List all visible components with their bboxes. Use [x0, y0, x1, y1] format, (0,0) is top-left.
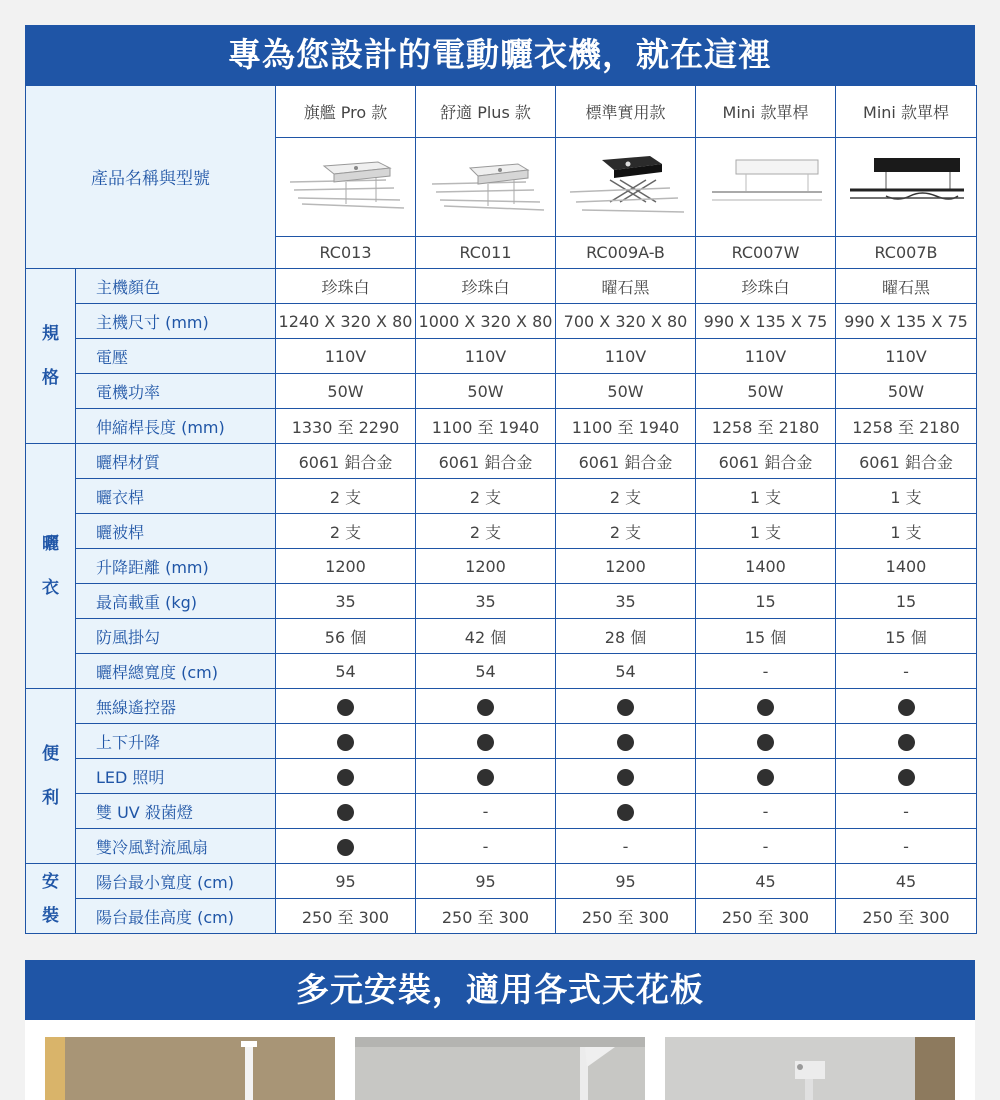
spec-value	[276, 724, 416, 759]
included-dot-icon	[477, 734, 494, 751]
spec-value	[416, 759, 556, 794]
spec-value	[276, 759, 416, 794]
white-plus-rack-icon	[426, 152, 546, 222]
spec-value: 110V	[696, 339, 836, 374]
spec-value: 2 支	[556, 479, 696, 514]
spec-label: 陽台最小寬度 (cm)	[76, 864, 276, 899]
included-dot-icon	[617, 804, 634, 821]
page-title: 專為您設計的電動曬衣機，就在這裡	[25, 25, 975, 85]
product-image	[416, 138, 556, 237]
spec-value: 50W	[836, 374, 977, 409]
spec-value: 95	[556, 864, 696, 899]
spec-label: 曬桿總寬度 (cm)	[76, 654, 276, 689]
category-label: 規 格	[26, 269, 76, 444]
product-name: 舒適 Plus 款	[416, 86, 556, 138]
included-dot-icon	[337, 839, 354, 856]
spec-value: 110V	[416, 339, 556, 374]
spec-value: 50W	[696, 374, 836, 409]
spec-value: 1258 至 2180	[836, 409, 977, 444]
spec-value: 50W	[276, 374, 416, 409]
included-dot-icon	[617, 734, 634, 751]
spec-value: 42 個	[416, 619, 556, 654]
spec-value: -	[416, 829, 556, 864]
spec-value	[556, 724, 696, 759]
included-dot-icon	[617, 699, 634, 716]
category-label: 曬 衣	[26, 444, 76, 689]
included-dot-icon	[337, 699, 354, 716]
spec-value: 1258 至 2180	[696, 409, 836, 444]
spec-value: 1 支	[836, 514, 977, 549]
spec-value: 曜石黑	[556, 269, 696, 304]
spec-label: 曬衣桿	[76, 479, 276, 514]
spec-row	[26, 444, 977, 479]
white-pro-rack-icon	[286, 152, 406, 222]
spec-value: 1400	[836, 549, 977, 584]
included-dot-icon	[898, 734, 915, 751]
spec-value: 6061 鋁合金	[416, 444, 556, 479]
model-number: RC007W	[696, 237, 836, 269]
spec-value: 1200	[416, 549, 556, 584]
spec-label: 電壓	[76, 339, 276, 374]
spec-label: 雙 UV 殺菌燈	[76, 794, 276, 829]
spec-table	[25, 85, 977, 934]
product-name: 標準實用款	[556, 86, 696, 138]
included-dot-icon	[617, 769, 634, 786]
spec-value	[276, 794, 416, 829]
spec-value: 15	[696, 584, 836, 619]
spec-value: 95	[416, 864, 556, 899]
product-image	[556, 138, 696, 237]
spec-value	[556, 759, 696, 794]
spec-label: 上下升降	[76, 724, 276, 759]
model-number: RC013	[276, 237, 416, 269]
spec-value: 2 支	[276, 479, 416, 514]
spec-row	[26, 584, 977, 619]
included-dot-icon	[757, 769, 774, 786]
model-number: RC007B	[836, 237, 977, 269]
spec-row	[26, 899, 977, 934]
spec-value: 28 個	[556, 619, 696, 654]
spec-value: 250 至 300	[696, 899, 836, 934]
product-name-row	[26, 86, 977, 138]
spec-value: 250 至 300	[836, 899, 977, 934]
spec-value	[836, 724, 977, 759]
spec-value: 珍珠白	[696, 269, 836, 304]
spec-value: 6061 鋁合金	[556, 444, 696, 479]
spec-value: 1 支	[836, 479, 977, 514]
spec-value: 35	[416, 584, 556, 619]
spec-row	[26, 759, 977, 794]
spec-value: 54	[276, 654, 416, 689]
spec-value: 1200	[276, 549, 416, 584]
spec-value: 50W	[416, 374, 556, 409]
spec-value: -	[836, 829, 977, 864]
spec-value: 15 個	[696, 619, 836, 654]
spec-row	[26, 724, 977, 759]
spec-value: 珍珠白	[416, 269, 556, 304]
product-image	[696, 138, 836, 237]
spec-value: 1200	[556, 549, 696, 584]
spec-label: LED 照明	[76, 759, 276, 794]
spec-value: 990 X 135 X 75	[836, 304, 977, 339]
category-label: 安 裝	[26, 864, 76, 934]
product-image	[836, 138, 977, 237]
included-dot-icon	[337, 734, 354, 751]
included-dot-icon	[898, 769, 915, 786]
spec-row	[26, 619, 977, 654]
white-mini-rack-icon	[706, 152, 826, 222]
product-image	[276, 138, 416, 237]
included-dot-icon	[477, 699, 494, 716]
spec-value: 110V	[556, 339, 696, 374]
spec-value: -	[416, 794, 556, 829]
spec-value: 1400	[696, 549, 836, 584]
product-name: Mini 款單桿	[836, 86, 977, 138]
spec-label: 伸縮桿長度 (mm)	[76, 409, 276, 444]
spec-value: -	[836, 794, 977, 829]
included-dot-icon	[337, 804, 354, 821]
product-name-label: 產品名稱與型號	[26, 86, 276, 269]
spec-label: 電機功率	[76, 374, 276, 409]
spec-value: 6061 鋁合金	[836, 444, 977, 479]
spec-value: 1000 X 320 X 80	[416, 304, 556, 339]
included-dot-icon	[337, 769, 354, 786]
spec-value: 1 支	[696, 514, 836, 549]
product-name: 旗艦 Pro 款	[276, 86, 416, 138]
spec-value: 6061 鋁合金	[276, 444, 416, 479]
spec-value: 250 至 300	[416, 899, 556, 934]
spec-value: 曜石黑	[836, 269, 977, 304]
spec-row	[26, 409, 977, 444]
spec-label: 主機尺寸 (mm)	[76, 304, 276, 339]
spec-row	[26, 304, 977, 339]
spec-value: 1100 至 1940	[556, 409, 696, 444]
spec-row	[26, 549, 977, 584]
spec-value: 250 至 300	[556, 899, 696, 934]
spec-row	[26, 374, 977, 409]
spec-value	[556, 794, 696, 829]
spec-value: 54	[416, 654, 556, 689]
spec-label: 曬桿材質	[76, 444, 276, 479]
ceiling-install-photo	[355, 1037, 645, 1100]
spec-row	[26, 689, 977, 724]
spec-value: 15	[836, 584, 977, 619]
spec-value: 1330 至 2290	[276, 409, 416, 444]
included-dot-icon	[757, 734, 774, 751]
spec-value: -	[556, 829, 696, 864]
spec-value	[696, 724, 836, 759]
spec-row	[26, 269, 977, 304]
spec-value: 56 個	[276, 619, 416, 654]
black-mini-rack-icon	[846, 152, 966, 222]
spec-value	[556, 689, 696, 724]
spec-value: 45	[836, 864, 977, 899]
spec-value: 45	[696, 864, 836, 899]
spec-value: 35	[556, 584, 696, 619]
spec-label: 升降距離 (mm)	[76, 549, 276, 584]
spec-value: 2 支	[276, 514, 416, 549]
spec-value	[276, 829, 416, 864]
spec-value: 6061 鋁合金	[696, 444, 836, 479]
spec-row	[26, 479, 977, 514]
included-dot-icon	[477, 769, 494, 786]
spec-value	[416, 689, 556, 724]
model-number: RC009A-B	[556, 237, 696, 269]
spec-value	[416, 724, 556, 759]
spec-value: 95	[276, 864, 416, 899]
spec-label: 防風掛勾	[76, 619, 276, 654]
spec-label: 陽台最佳高度 (cm)	[76, 899, 276, 934]
spec-value	[276, 689, 416, 724]
black-standard-rack-icon	[566, 152, 686, 222]
spec-value	[836, 689, 977, 724]
spec-value: 54	[556, 654, 696, 689]
spec-value: 珍珠白	[276, 269, 416, 304]
spec-value: 15 個	[836, 619, 977, 654]
spec-value: 2 支	[416, 514, 556, 549]
spec-row	[26, 654, 977, 689]
model-number: RC011	[416, 237, 556, 269]
spec-row	[26, 864, 977, 899]
spec-label: 主機顏色	[76, 269, 276, 304]
spec-value: 1240 X 320 X 80	[276, 304, 416, 339]
spec-value: 700 X 320 X 80	[556, 304, 696, 339]
spec-value: -	[696, 654, 836, 689]
spec-label: 曬被桿	[76, 514, 276, 549]
category-label: 便 利	[26, 689, 76, 864]
spec-value: 990 X 135 X 75	[696, 304, 836, 339]
spec-value: -	[696, 829, 836, 864]
spec-label: 無線遙控器	[76, 689, 276, 724]
spec-row	[26, 829, 977, 864]
spec-value: 250 至 300	[276, 899, 416, 934]
spec-value: 35	[276, 584, 416, 619]
spec-value: 50W	[556, 374, 696, 409]
spec-label: 最高載重 (kg)	[76, 584, 276, 619]
product-name: Mini 款單桿	[696, 86, 836, 138]
spec-value: 2 支	[556, 514, 696, 549]
spec-value: 1 支	[696, 479, 836, 514]
spec-value: 110V	[276, 339, 416, 374]
spec-value: 1100 至 1940	[416, 409, 556, 444]
spec-row	[26, 794, 977, 829]
spec-row	[26, 339, 977, 374]
spec-value: -	[696, 794, 836, 829]
spec-value	[696, 689, 836, 724]
spec-value: 2 支	[416, 479, 556, 514]
spec-value	[696, 759, 836, 794]
spec-label: 雙冷風對流風扇	[76, 829, 276, 864]
spec-value: 110V	[836, 339, 977, 374]
included-dot-icon	[898, 699, 915, 716]
included-dot-icon	[757, 699, 774, 716]
ceiling-install-photo	[45, 1037, 335, 1100]
ceiling-install-photo	[665, 1037, 955, 1100]
spec-value: -	[836, 654, 977, 689]
install-banner: 多元安裝，適用各式天花板	[25, 960, 975, 1020]
spec-value	[836, 759, 977, 794]
spec-row	[26, 514, 977, 549]
